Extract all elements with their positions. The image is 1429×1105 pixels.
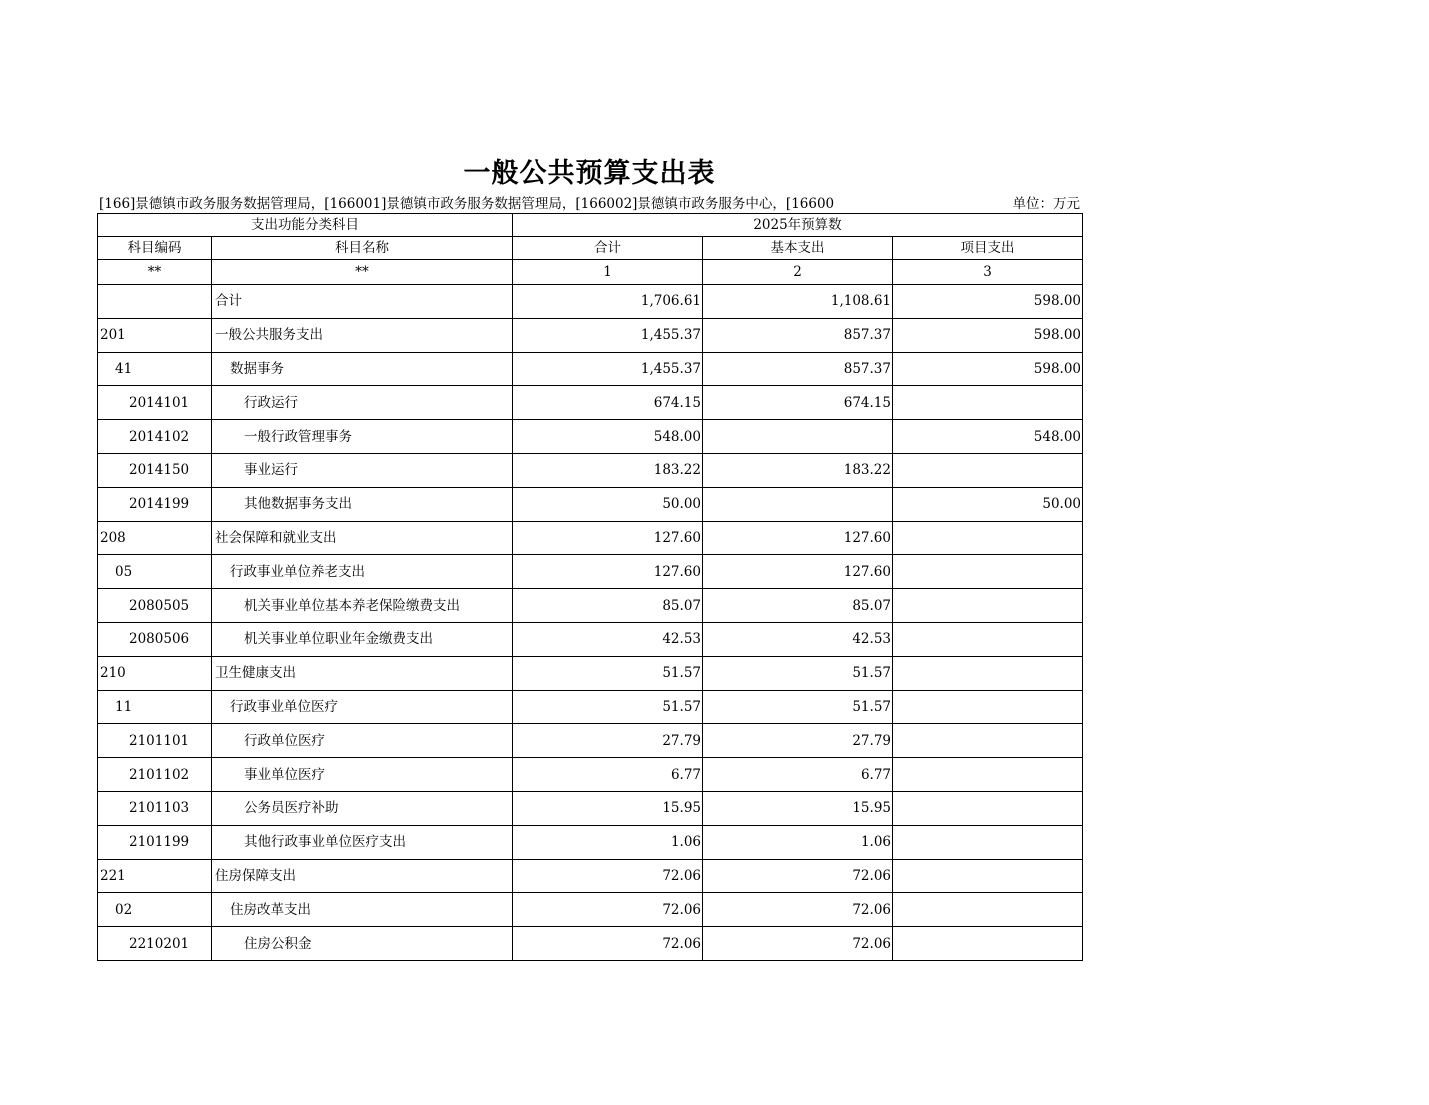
row-project (893, 758, 1083, 792)
row-name: 公务员医疗补助 (212, 791, 513, 825)
row-code: 2014102 (98, 420, 212, 454)
row-basic: 127.60 (703, 555, 893, 589)
row-code: 201 (98, 318, 212, 352)
row-code: 210 (98, 656, 212, 690)
row-total: 1.06 (513, 825, 703, 859)
row-name: 住房保障支出 (212, 859, 513, 893)
row-name: 行政单位医疗 (212, 724, 513, 758)
table-row (98, 555, 1083, 589)
row-project (893, 555, 1083, 589)
table-row (98, 589, 1083, 623)
row-project (893, 893, 1083, 927)
table-row (98, 758, 1083, 792)
row-code: 2080505 (98, 589, 212, 623)
table-row (98, 487, 1083, 521)
row-name: 其他行政事业单位医疗支出 (212, 825, 513, 859)
row-name: 住房改革支出 (212, 893, 513, 927)
row-basic: 15.95 (703, 791, 893, 825)
row-basic: 51.57 (703, 656, 893, 690)
page-title: 一般公共预算支出表 (463, 158, 716, 189)
row-total: 674.15 (513, 386, 703, 420)
row-basic: 857.37 (703, 352, 893, 386)
row-code: 41 (98, 352, 212, 386)
table-row (98, 893, 1083, 927)
index-basic: 2 (703, 260, 893, 285)
row-name: 社会保障和就业支出 (212, 521, 513, 555)
row-project (893, 656, 1083, 690)
row-total: 51.57 (513, 690, 703, 724)
row-total: 15.95 (513, 791, 703, 825)
row-project (893, 859, 1083, 893)
row-name: 数据事务 (212, 352, 513, 386)
header-row-index (98, 260, 1083, 285)
header-total: 合计 (513, 237, 703, 260)
row-name: 机关事业单位职业年金缴费支出 (212, 622, 513, 656)
row-total: 72.06 (513, 927, 703, 961)
row-name: 卫生健康支出 (212, 656, 513, 690)
row-total: 42.53 (513, 622, 703, 656)
table-row (98, 420, 1083, 454)
row-code: 2101102 (98, 758, 212, 792)
row-project: 50.00 (893, 487, 1083, 521)
row-basic: 42.53 (703, 622, 893, 656)
row-total: 85.07 (513, 589, 703, 623)
table-row (98, 521, 1083, 555)
table-row (98, 352, 1083, 386)
header-row-group (98, 214, 1083, 237)
row-total: 548.00 (513, 420, 703, 454)
row-basic: 85.07 (703, 589, 893, 623)
index-name: ** (212, 260, 513, 285)
row-basic (703, 420, 893, 454)
index-code: ** (98, 260, 212, 285)
row-code: 05 (98, 555, 212, 589)
row-code: 2014101 (98, 386, 212, 420)
budget-table (97, 213, 1083, 961)
row-basic: 674.15 (703, 386, 893, 420)
row-project (893, 927, 1083, 961)
row-total: 183.22 (513, 453, 703, 487)
table-row (98, 453, 1083, 487)
table-row (98, 318, 1083, 352)
header-row-columns (98, 237, 1083, 260)
row-name: 机关事业单位基本养老保险缴费支出 (212, 589, 513, 623)
row-code: 11 (98, 690, 212, 724)
row-project: 548.00 (893, 420, 1083, 454)
row-project (893, 724, 1083, 758)
row-code: 2101103 (98, 791, 212, 825)
row-total: 1,455.37 (513, 352, 703, 386)
table-row (98, 724, 1083, 758)
row-basic: 72.06 (703, 893, 893, 927)
table-row (98, 791, 1083, 825)
info-line (99, 194, 1082, 214)
row-total: 72.06 (513, 893, 703, 927)
index-project: 3 (893, 260, 1083, 285)
header-budget-2025: 2025年预算数 (513, 214, 1083, 237)
row-name: 事业运行 (212, 453, 513, 487)
row-name: 行政事业单位医疗 (212, 690, 513, 724)
row-basic: 72.06 (703, 859, 893, 893)
row-project: 598.00 (893, 285, 1083, 319)
row-code: 2210201 (98, 927, 212, 961)
table-row (98, 622, 1083, 656)
row-project (893, 386, 1083, 420)
row-basic: 1,108.61 (703, 285, 893, 319)
header-basic: 基本支出 (703, 237, 893, 260)
table-row (98, 386, 1083, 420)
row-project: 598.00 (893, 318, 1083, 352)
row-code: 02 (98, 893, 212, 927)
row-total: 27.79 (513, 724, 703, 758)
row-project: 598.00 (893, 352, 1083, 386)
table-row (98, 690, 1083, 724)
row-code: 2080506 (98, 622, 212, 656)
header-code: 科目编码 (98, 237, 212, 260)
row-basic: 72.06 (703, 927, 893, 961)
row-project (893, 453, 1083, 487)
row-name: 住房公积金 (212, 927, 513, 961)
row-name: 事业单位医疗 (212, 758, 513, 792)
row-code: 2014199 (98, 487, 212, 521)
row-basic: 857.37 (703, 318, 893, 352)
row-basic: 6.77 (703, 758, 893, 792)
row-total: 50.00 (513, 487, 703, 521)
row-basic: 1.06 (703, 825, 893, 859)
row-total: 1,706.61 (513, 285, 703, 319)
row-project (893, 521, 1083, 555)
table-row (98, 656, 1083, 690)
org-line: [166]景德镇市政务服务数据管理局，[166001]景德镇市政务服务数据管理局，[166002]景德镇市政务服务中心，[16600 (99, 196, 835, 212)
row-code (98, 285, 212, 319)
table-row (98, 825, 1083, 859)
table-row (98, 859, 1083, 893)
row-project (893, 690, 1083, 724)
row-code: 2101101 (98, 724, 212, 758)
index-total: 1 (513, 260, 703, 285)
row-name: 合计 (212, 285, 513, 319)
row-total: 127.60 (513, 555, 703, 589)
header-function-class: 支出功能分类科目 (98, 214, 513, 237)
row-name: 一般行政管理事务 (212, 420, 513, 454)
row-total: 72.06 (513, 859, 703, 893)
row-code: 2101199 (98, 825, 212, 859)
row-code: 221 (98, 859, 212, 893)
header-project: 项目支出 (893, 237, 1083, 260)
row-project (893, 791, 1083, 825)
row-name: 其他数据事务支出 (212, 487, 513, 521)
row-total: 51.57 (513, 656, 703, 690)
unit-label: 单位：万元 (1012, 196, 1080, 212)
row-basic (703, 487, 893, 521)
table-row (98, 285, 1083, 319)
row-basic: 27.79 (703, 724, 893, 758)
row-name: 一般公共服务支出 (212, 318, 513, 352)
row-basic: 51.57 (703, 690, 893, 724)
row-code: 2014150 (98, 453, 212, 487)
row-project (893, 589, 1083, 623)
row-basic: 127.60 (703, 521, 893, 555)
row-project (893, 825, 1083, 859)
row-name: 行政事业单位养老支出 (212, 555, 513, 589)
header-name: 科目名称 (212, 237, 513, 260)
row-total: 127.60 (513, 521, 703, 555)
row-total: 6.77 (513, 758, 703, 792)
row-project (893, 622, 1083, 656)
table-row (98, 927, 1083, 961)
row-code: 208 (98, 521, 212, 555)
row-total: 1,455.37 (513, 318, 703, 352)
row-name: 行政运行 (212, 386, 513, 420)
row-basic: 183.22 (703, 453, 893, 487)
